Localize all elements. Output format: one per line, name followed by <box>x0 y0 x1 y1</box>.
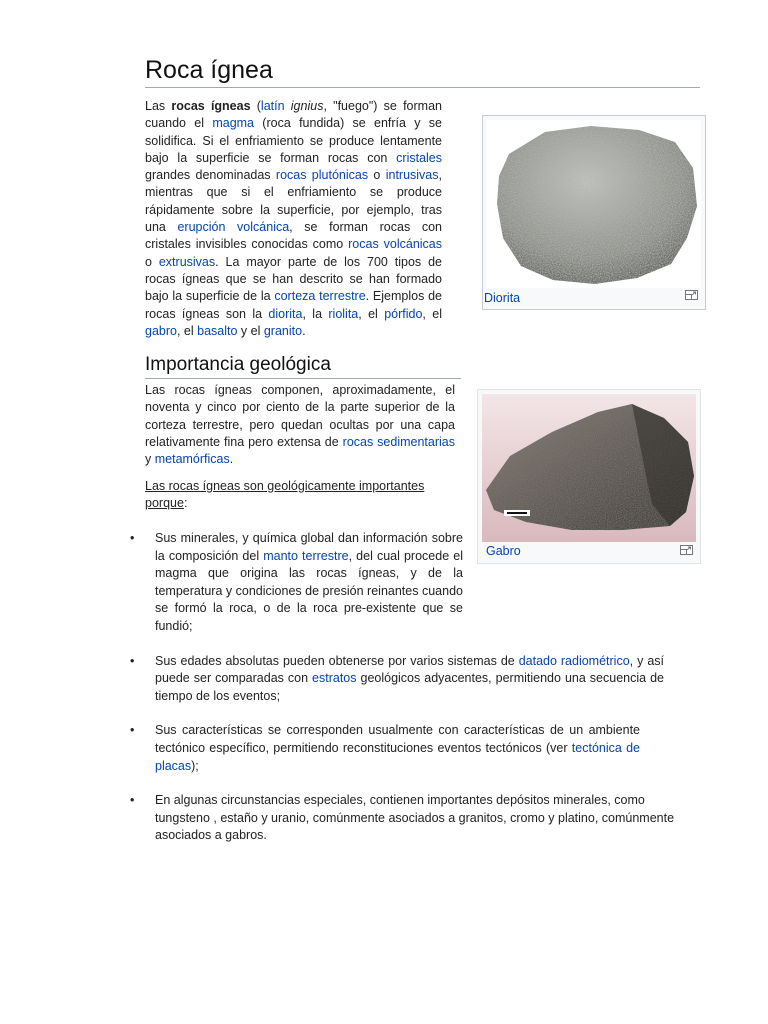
text: , el <box>422 306 442 321</box>
text: Las <box>145 99 172 113</box>
intro-paragraph <box>145 98 442 340</box>
text: , se forman rocas con cristales invisibles conocidas como <box>145 220 442 252</box>
enlarge-icon[interactable] <box>680 545 693 555</box>
gabro-image[interactable] <box>482 394 696 542</box>
thumbnail-diorita <box>482 115 706 310</box>
caption-diorita[interactable]: Diorita <box>484 291 521 305</box>
text: y el <box>237 323 264 338</box>
diorita-image[interactable] <box>487 120 701 288</box>
list-item <box>130 530 463 636</box>
link-manto-terrestre[interactable]: manto terrestre <box>263 548 349 563</box>
text: En algunas circunstancias especiales, contienen importantes depósitos minerales, como tungsteno , estaño y uranio, comúnmente asociados a granitos, cromo y platino, comúnmente asociados a gabros. <box>155 793 675 843</box>
text: geológicos adyacentes, permitiendo una secuencia de tiempo de los eventos; <box>155 671 664 703</box>
importance-list <box>130 530 675 862</box>
because-line <box>145 478 435 513</box>
text: Las rocas ígneas componen, aproximadamente, el noventa y cinco por ciento de la parte superior de la corteza terrestre, pero quedan ocultas por una capa relativamente fina pero extensa de <box>145 383 455 449</box>
link-diorita[interactable]: diorita <box>268 306 303 321</box>
link-granito[interactable]: granito <box>263 323 303 338</box>
section-title: Importancia geológica <box>145 354 461 379</box>
page-title: Roca ígnea <box>145 56 700 88</box>
bullet: • <box>130 723 135 738</box>
bold-term: rocas ígneas <box>171 99 251 113</box>
link-estratos[interactable]: estratos <box>312 671 357 686</box>
bullet: • <box>130 793 135 808</box>
link-latin[interactable]: latín <box>260 99 285 113</box>
text: , del cual procede el magma que origina las rocas ígneas, y de la temperatura y condiciones de presión reinantes cuando se formó la roca, o de la roca pre-existente que se fundió; <box>155 548 463 633</box>
link-gabro[interactable]: gabro <box>145 323 177 338</box>
text: o <box>145 254 159 269</box>
enlarge-icon[interactable] <box>685 290 698 300</box>
text: : <box>183 496 188 511</box>
link-rocas-plutonicas[interactable]: rocas plutónicas <box>275 168 369 183</box>
gabro-rock-picture <box>482 394 696 542</box>
text: , y así puede ser comparadas con <box>155 653 664 686</box>
text: . <box>302 323 306 338</box>
text: , el <box>358 306 385 321</box>
text: , el <box>176 323 198 338</box>
text: , "fuego") se forman cuando el <box>145 99 442 131</box>
text: Sus minerales, y química global dan información sobre la composición del <box>155 531 463 563</box>
link-porfido[interactable]: pórfido <box>384 306 423 321</box>
bullet: • <box>130 531 135 545</box>
list-item <box>130 792 677 845</box>
text: ); <box>191 758 199 773</box>
importance-paragraph <box>145 382 455 468</box>
link-extrusivas[interactable]: extrusivas <box>158 254 216 269</box>
link-intrusivas[interactable]: intrusivas <box>385 168 439 183</box>
text: y <box>145 452 155 467</box>
link-erupcion-volcanica[interactable]: erupción volcánica <box>177 220 290 235</box>
link-basalto[interactable]: basalto <box>197 323 238 338</box>
caption-gabro[interactable]: Gabro <box>486 544 521 558</box>
link-metamorficas[interactable]: metamórficas <box>154 452 230 467</box>
text: grandes denominadas <box>145 168 276 183</box>
text: , la <box>302 306 329 321</box>
text: . Ejemplos de rocas ígneas son la <box>145 289 443 321</box>
link-riolita[interactable]: riolita <box>328 306 359 321</box>
text: ( <box>250 99 261 113</box>
link-cristales[interactable]: cristales <box>396 150 442 165</box>
text: Las rocas ígneas son geológicamente importantes porque <box>145 479 425 511</box>
diorita-rock-picture <box>487 120 701 288</box>
link-datado-radiometrico[interactable]: datado radiométrico <box>518 653 630 668</box>
text: . <box>229 452 234 467</box>
link-corteza-terrestre[interactable]: corteza terrestre <box>274 289 366 304</box>
link-magma[interactable]: magma <box>212 116 255 131</box>
list-item <box>130 722 640 775</box>
link-rocas-volcanicas[interactable]: rocas volcánicas <box>348 237 442 252</box>
text: , mientras que si el enfriamiento se produce rápidamente sobre la superficie, por ejemplo, tras una <box>145 168 442 235</box>
text: o <box>368 168 386 183</box>
link-rocas-sedimentarias[interactable]: rocas sedimentarias <box>342 434 455 449</box>
text: (roca fundida) se enfría y se solidifica. Si el enfriamiento se produce lentamente bajo la superficie se forman rocas con <box>145 116 443 165</box>
italic-term: ignius <box>290 99 324 113</box>
text: . La mayor parte de los 700 tipos de rocas ígneas que se han descrito se han formado bajo la superficie de la <box>145 254 442 304</box>
list-item <box>130 653 664 706</box>
link-tectonica-de-placas[interactable]: tectónica de placas <box>155 740 640 773</box>
text: Sus edades absolutas pueden obtenerse por varios sistemas de <box>155 653 519 668</box>
bullet: • <box>130 653 135 668</box>
text: Sus características se corresponden usualmente con características de un ambiente tectónico específico, permitiendo reconstituciones eventos tectónicos (ver <box>155 723 640 755</box>
